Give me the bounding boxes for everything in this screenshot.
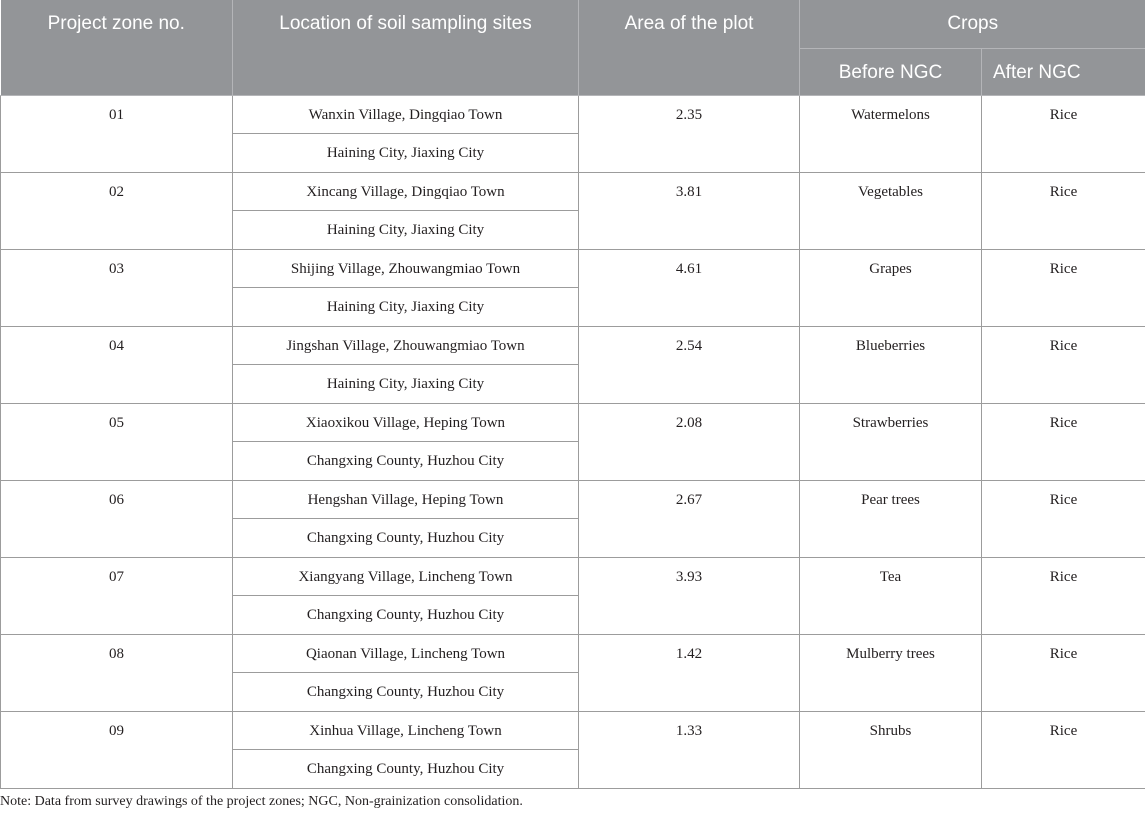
zone-cell: 02 [1,172,233,249]
location-village-cell: Jingshan Village, Zhouwangmiao Town [233,326,579,364]
location-city-cell: Changxing County, Huzhou City [233,518,579,557]
location-city-cell: Changxing County, Huzhou City [233,595,579,634]
location-city-cell: Changxing County, Huzhou City [233,749,579,788]
table-footnote: Note: Data from survey drawings of the project zones; NGC, Non-grainization consolidation. [0,794,523,809]
table-row [1,172,1145,210]
header-after-ngc: After NGC [982,48,1145,95]
before-crop-cell: Watermelons [800,95,982,172]
table-row [1,403,1145,441]
location-city-cell: Haining City, Jiaxing City [233,210,579,249]
zone-cell: 01 [1,95,233,172]
after-crop-cell: Rice [982,403,1145,480]
before-crop-cell: Pear trees [800,480,982,557]
zone-cell: 06 [1,480,233,557]
zone-cell: 04 [1,326,233,403]
header-project-zone: Project zone no. [1,0,233,95]
table-row [1,480,1145,518]
after-crop-cell: Rice [982,711,1145,788]
table-row [1,557,1145,595]
before-crop-cell: Shrubs [800,711,982,788]
location-village-cell: Hengshan Village, Heping Town [233,480,579,518]
after-crop-cell: Rice [982,172,1145,249]
location-city-cell: Changxing County, Huzhou City [233,672,579,711]
after-crop-cell: Rice [982,557,1145,634]
after-crop-cell: Rice [982,95,1145,172]
header-before-ngc: Before NGC [800,48,982,95]
before-crop-cell: Strawberries [800,403,982,480]
zone-cell: 08 [1,634,233,711]
area-cell: 3.93 [579,557,800,634]
location-village-cell: Qiaonan Village, Lincheng Town [233,634,579,672]
zone-cell: 07 [1,557,233,634]
area-cell: 2.67 [579,480,800,557]
location-city-cell: Haining City, Jiaxing City [233,133,579,172]
table-row [1,326,1145,364]
zone-cell: 03 [1,249,233,326]
zone-cell: 09 [1,711,233,788]
location-village-cell: Wanxin Village, Dingqiao Town [233,95,579,133]
area-cell: 2.54 [579,326,800,403]
location-village-cell: Xiangyang Village, Lincheng Town [233,557,579,595]
table-header [1,0,1145,95]
location-village-cell: Xincang Village, Dingqiao Town [233,172,579,210]
table-row [1,249,1145,287]
area-cell: 2.08 [579,403,800,480]
area-cell: 1.33 [579,711,800,788]
area-cell: 1.42 [579,634,800,711]
location-village-cell: Shijing Village, Zhouwangmiao Town [233,249,579,287]
area-cell: 2.35 [579,95,800,172]
location-village-cell: Xinhua Village, Lincheng Town [233,711,579,749]
before-crop-cell: Mulberry trees [800,634,982,711]
after-crop-cell: Rice [982,634,1145,711]
before-crop-cell: Tea [800,557,982,634]
header-area: Area of the plot [579,0,800,95]
table-row [1,634,1145,672]
area-cell: 3.81 [579,172,800,249]
table-row [1,95,1145,133]
before-crop-cell: Blueberries [800,326,982,403]
after-crop-cell: Rice [982,326,1145,403]
location-city-cell: Changxing County, Huzhou City [233,441,579,480]
table-body [1,95,1145,788]
location-city-cell: Haining City, Jiaxing City [233,364,579,403]
table-row [1,711,1145,749]
area-cell: 4.61 [579,249,800,326]
after-crop-cell: Rice [982,480,1145,557]
before-crop-cell: Grapes [800,249,982,326]
zone-cell: 05 [1,403,233,480]
after-crop-cell: Rice [982,249,1145,326]
location-city-cell: Haining City, Jiaxing City [233,287,579,326]
location-village-cell: Xiaoxikou Village, Heping Town [233,403,579,441]
before-crop-cell: Vegetables [800,172,982,249]
header-location: Location of soil sampling sites [233,0,579,95]
header-crops: Crops [800,0,1145,48]
